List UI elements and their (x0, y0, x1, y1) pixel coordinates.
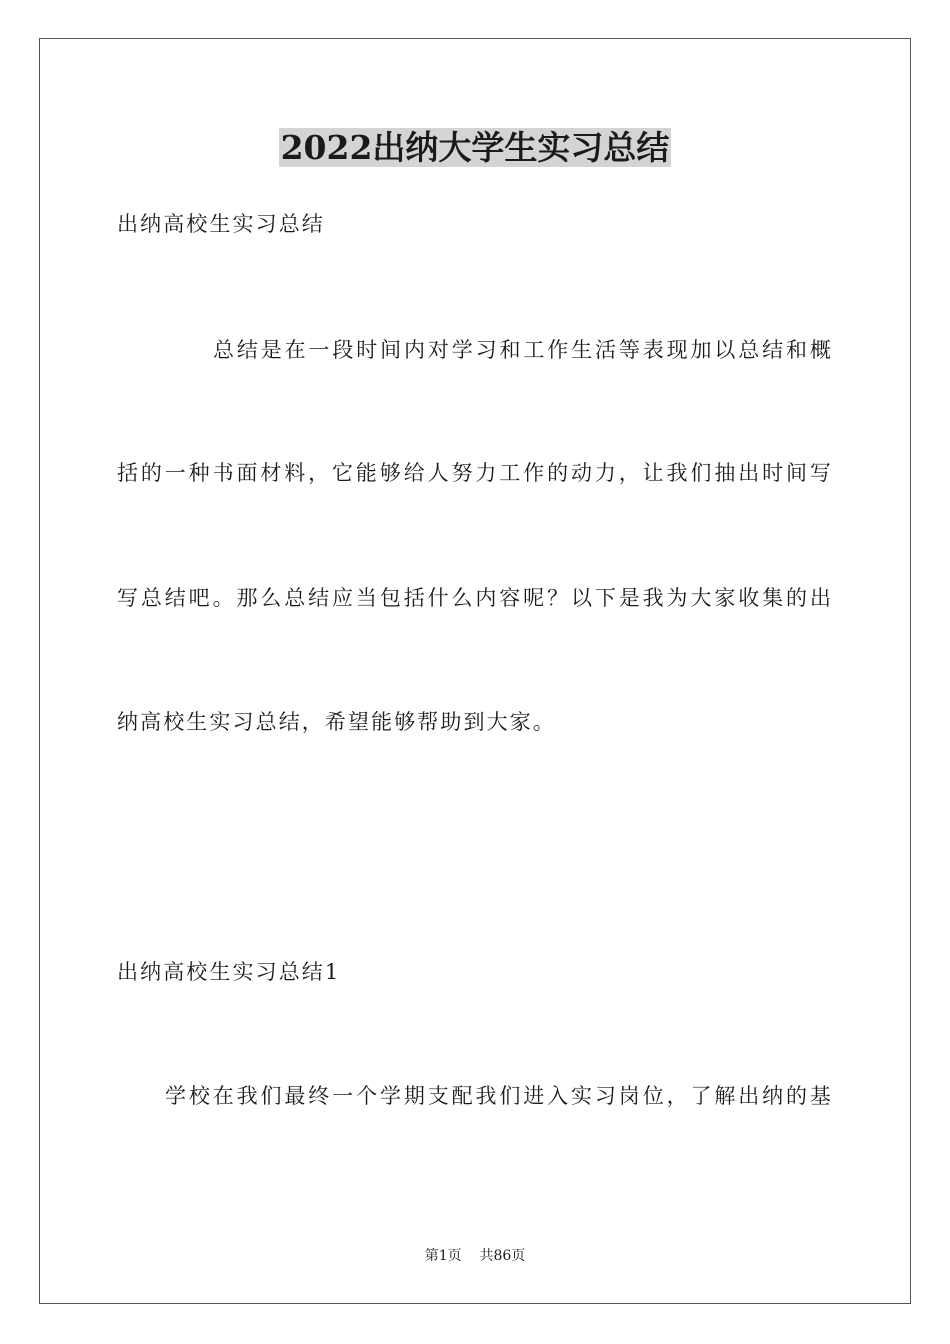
page-footer (0, 1246, 950, 1266)
section-line-1: 学校在我们最终一个学期支配我们进入实习岗位，了解出纳的基 (165, 1084, 833, 1108)
document-title-text: 2022出纳大学生实习总结 (280, 128, 670, 167)
intro-line-1: 总结是在一段时间内对学习和工作生活等表现加以总结和概 (213, 338, 833, 362)
section-heading: 出纳高校生实习总结1 (117, 960, 341, 984)
total-pages: 共86页 (479, 1248, 526, 1264)
document-subtitle: 出纳高校生实习总结 (117, 212, 325, 236)
intro-line-2: 括的一种书面材料，它能够给人努力工作的动力，让我们抽出时间写 (117, 461, 833, 485)
footer-gap (462, 1248, 480, 1264)
document-title (0, 126, 950, 170)
intro-line-4: 纳高校生实习总结，希望能够帮助到大家。 (117, 710, 556, 734)
intro-line-3: 写总结吧。那么总结应当包括什么内容呢？以下是我为大家收集的出 (117, 586, 833, 610)
page-number: 第1页 (424, 1248, 462, 1264)
